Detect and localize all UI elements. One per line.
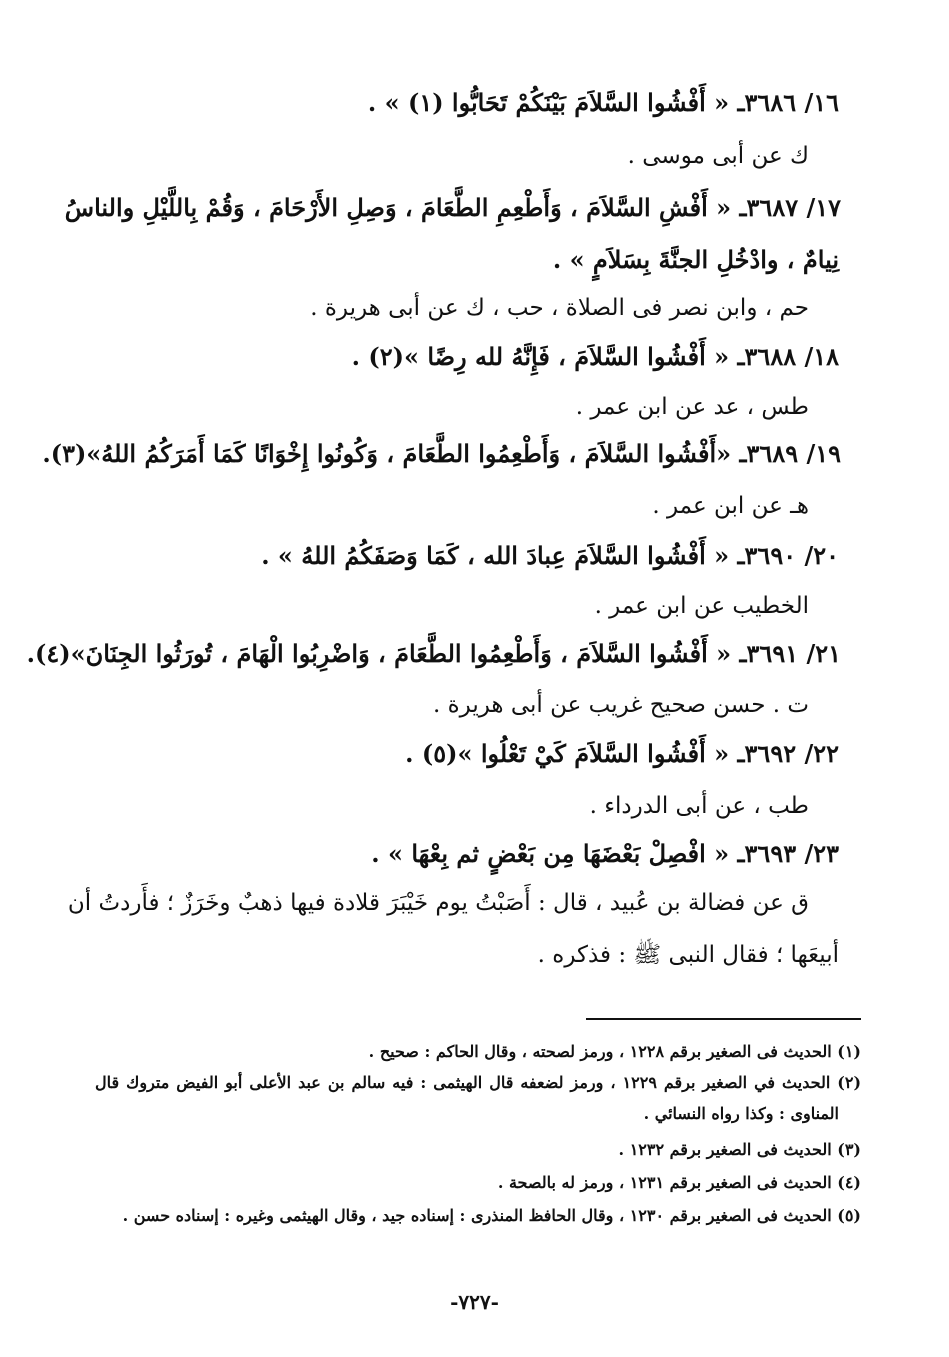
hadith-3686: ١٦/ ٣٦٨٦ـ « أَفْشُوا السَّلاَمَ بَيْنَكُمْ تَحَابُّوا (١) » . xyxy=(367,88,839,117)
hadith-source: ك عن أبى موسى . xyxy=(627,143,809,169)
hadith-source: طس ، عد عن ابن عمر . xyxy=(575,394,809,420)
hadith-3692: ٢٢/ ٣٦٩٢ـ « أَفْشُوا السَّلاَمَ كَيْ تَعْلُوا »(٥) . xyxy=(405,739,839,768)
footnote-5: (٥) الحديث فى الصغير برقم ١٢٣٠ ، وقال الحافظ المنذرى : إسناده جيد ، وقال الهيثمى وغيره : إسناده حسن . xyxy=(122,1206,861,1225)
hadith-3690: ٢٠/ ٣٦٩٠ـ « أَفْشُوا السَّلاَمَ عِبادَ الله ، كَمَا وَصَفَكُمُ اللهُ » . xyxy=(261,541,839,570)
hadith-3687: ١٧/ ٣٦٨٧ـ « أَفْشِ السَّلاَمَ ، وَأَطْعِمِ الطَّعَامَ ، وَصِلِ الأَرْحَامَ ، وَقُمْ بِاللَّيْلِ والناسُ xyxy=(64,193,841,222)
hadith-source: الخطيب عن ابن عمر . xyxy=(594,593,809,619)
hadith-source: ت . حسن صحيح غريب عن أبى هريرة . xyxy=(432,692,809,718)
hadith-3693-narration-continued: أبيعَها ؛ فقال النبى ﷺ : فذكره . xyxy=(537,942,839,968)
footnote-1: (١) الحديث فى الصغير برقم ١٢٢٨ ، ورمز لصحته ، وقال الحاكم : صحيح . xyxy=(368,1042,861,1061)
hadith-3693-narration: ق عن فضالة بن عُبيد ، قال : أَصَبْتُ يوم خَيْبَرَ قلادة فيها ذهبٌ وخَرَزٌ ؛ فأَردتُ أن xyxy=(67,890,809,916)
hadith-source: حم ، وابن نصر فى الصلاة ، حب ، ك عن أبى هريرة . xyxy=(310,295,809,321)
hadith-3689: ١٩/ ٣٦٨٩ـ «أَفْشُوا السَّلاَمَ ، وَأَطْعِمُوا الطَّعَامَ ، وَكُونُوا إِخْوَانًا كَمَا أَمَرَكُمُ اللهُ»(٣). xyxy=(42,439,841,468)
footnote-3: (٣) الحديث فى الصغير برقم ١٢٣٢ . xyxy=(618,1140,861,1159)
hadith-source: هـ عن ابن عمر . xyxy=(652,493,809,519)
hadith-3688: ١٨/ ٣٦٨٨ـ « أَفْشُوا السَّلاَمَ ، فَإِنَّهُ لله رِضًا »(٢) . xyxy=(351,342,839,371)
hadith-3693: ٢٣/ ٣٦٩٣ـ « افْصِلْ بَعْضَهَا مِن بَعْضٍ ثم بِعْهَا » . xyxy=(371,839,839,868)
hadith-3691: ٢١/ ٣٦٩١ـ « أَفْشُوا السَّلاَمَ ، وَأَطْعِمُوا الطَّعَامَ ، وَاضْرِبُوا الْهَامَ ، تُورَثُوا الجِنَانَ»(٤). xyxy=(26,639,841,668)
hadith-source: طب ، عن أبى الدرداء . xyxy=(589,793,809,819)
footnote-separator xyxy=(586,1018,861,1020)
hadith-3687-continued: نِيامٌ ، وادْخُلِ الجنَّةَ بِسَلاَمٍ » . xyxy=(552,245,839,274)
footnote-4: (٤) الحديث فى الصغير برقم ١٢٣١ ، ورمز له بالصحة . xyxy=(497,1173,861,1192)
footnote-2: (٢) الحديث في الصغير برقم ١٢٢٩ ، ورمز لضعفه قال الهيثمى : فيه سالم بن عبد الأعلى أبو الفيض متروك قال xyxy=(95,1073,862,1092)
footnote-2-continued: المناوى : وكذا رواه النسائي . xyxy=(643,1104,839,1123)
page-number: -٧٢٧- xyxy=(450,1290,499,1314)
